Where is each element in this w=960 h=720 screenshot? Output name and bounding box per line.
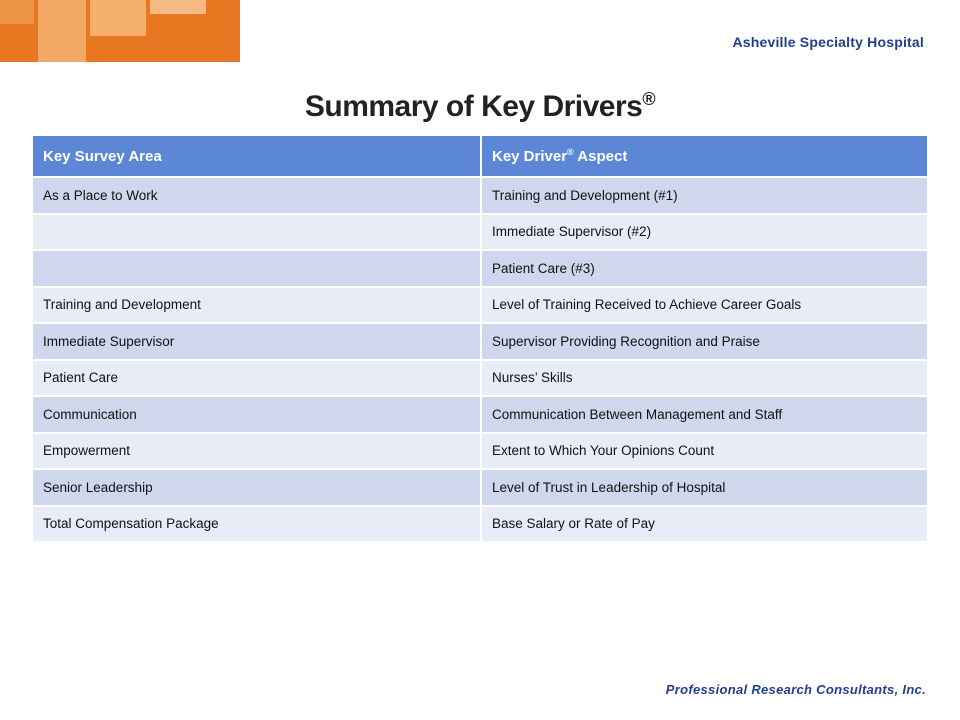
registered-mark: ® xyxy=(642,89,656,109)
key-drivers-table xyxy=(33,136,929,541)
survey-area-cell: As a Place to Work xyxy=(33,177,481,214)
survey-area-cell xyxy=(33,214,481,251)
table-row xyxy=(33,287,928,324)
driver-aspect-cell: Nurses’ Skills xyxy=(481,360,928,397)
company-logo: Professional Research Consultants, Inc. xyxy=(665,682,926,697)
table-row xyxy=(33,250,928,287)
header-key-driver-text: Key Driver xyxy=(492,147,568,165)
survey-area-cell: Communication xyxy=(33,396,481,433)
driver-aspect-cell: Immediate Supervisor (#2) xyxy=(481,214,928,251)
header-key-driver-aspect xyxy=(481,136,928,177)
table-header-row xyxy=(33,136,928,177)
page-title xyxy=(0,90,960,124)
driver-aspect-cell: Patient Care (#3) xyxy=(481,250,928,287)
hospital-name: Asheville Specialty Hospital xyxy=(732,34,924,50)
table-row xyxy=(33,323,928,360)
survey-area-cell xyxy=(33,250,481,287)
table-row xyxy=(33,469,928,506)
survey-area-cell: Senior Leadership xyxy=(33,469,481,506)
orange-block-logo xyxy=(0,0,240,62)
table-row xyxy=(33,396,928,433)
table-row xyxy=(33,506,928,542)
driver-aspect-cell: Communication Between Management and Staff xyxy=(481,396,928,433)
survey-area-cell: Training and Development xyxy=(33,287,481,324)
header-registered-mark: ® xyxy=(567,146,574,157)
survey-area-cell: Patient Care xyxy=(33,360,481,397)
driver-aspect-cell: Base Salary or Rate of Pay xyxy=(481,506,928,542)
driver-aspect-cell: Level of Trust in Leadership of Hospital xyxy=(481,469,928,506)
table-row xyxy=(33,214,928,251)
table-row xyxy=(33,177,928,214)
survey-area-cell: Immediate Supervisor xyxy=(33,323,481,360)
driver-aspect-cell: Level of Training Received to Achieve Career Goals xyxy=(481,287,928,324)
survey-area-cell: Total Compensation Package xyxy=(33,506,481,542)
survey-area-cell: Empowerment xyxy=(33,433,481,470)
driver-aspect-cell: Training and Development (#1) xyxy=(481,177,928,214)
page-title-text: Summary of Key Drivers xyxy=(304,90,643,123)
driver-aspect-cell: Supervisor Providing Recognition and Praise xyxy=(481,323,928,360)
table-row xyxy=(33,433,928,470)
header-key-survey-area: Key Survey Area xyxy=(33,136,481,177)
header-aspect-text: Aspect xyxy=(573,147,628,165)
table-row xyxy=(33,360,928,397)
driver-aspect-cell: Extent to Which Your Opinions Count xyxy=(481,433,928,470)
